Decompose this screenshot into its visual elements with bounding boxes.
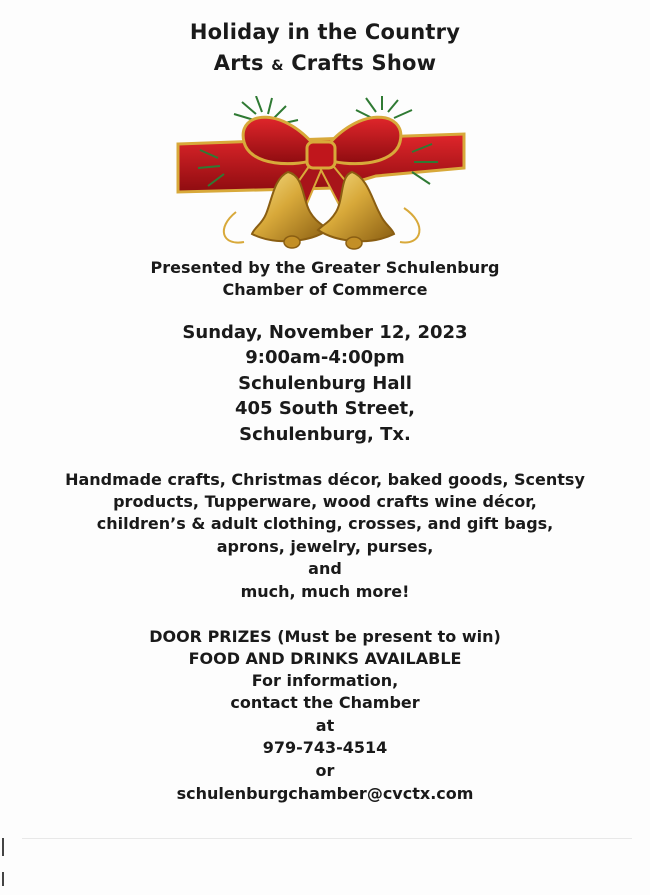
scan-artifact-mark: [2, 872, 4, 886]
title-crafts-show: Crafts Show: [291, 51, 437, 75]
for-information: For information,: [251, 671, 399, 690]
contact-chamber: contact the Chamber: [230, 693, 420, 712]
event-street: 405 South Street,: [235, 398, 415, 419]
items-line-5: and: [308, 559, 342, 578]
title-ampersand: &: [271, 58, 284, 74]
event-date: Sunday, November 12, 2023: [182, 322, 468, 343]
phone-number: 979-743-4514: [262, 738, 388, 757]
items-line-2: products, Tupperware, wood crafts wine décor,: [113, 492, 537, 511]
event-time: 9:00am-4:00pm: [245, 347, 405, 368]
contact-at: at: [315, 716, 335, 735]
items-line-1: Handmade crafts, Christmas décor, baked goods, Scentsy: [65, 470, 585, 489]
email-address: schulenburgchamber@cvctx.com: [176, 784, 474, 803]
title-line-1: Holiday in the Country: [189, 20, 461, 44]
christmas-bells-bow-icon: [176, 96, 466, 256]
event-venue: Schulenburg Hall: [238, 373, 412, 394]
items-line-6: much, much more!: [240, 582, 410, 601]
contact-or: or: [315, 761, 335, 780]
food-drinks: FOOD AND DRINKS AVAILABLE: [188, 649, 462, 668]
presenter-line-1: Presented by the Greater Schulenburg: [150, 258, 500, 277]
items-line-4: aprons, jewelry, purses,: [216, 537, 434, 556]
presenter-line-2: Chamber of Commerce: [222, 280, 428, 299]
title-line-2: [0, 51, 650, 75]
scan-artifact-mark: [2, 838, 4, 856]
title-arts: Arts: [213, 51, 264, 75]
door-prizes: DOOR PRIZES (Must be present to win): [149, 627, 501, 646]
event-city: Schulenburg, Tx.: [239, 424, 411, 445]
items-line-3: children’s & adult clothing, crosses, and gift bags,: [96, 514, 554, 533]
scan-artifact-line: [22, 838, 632, 839]
